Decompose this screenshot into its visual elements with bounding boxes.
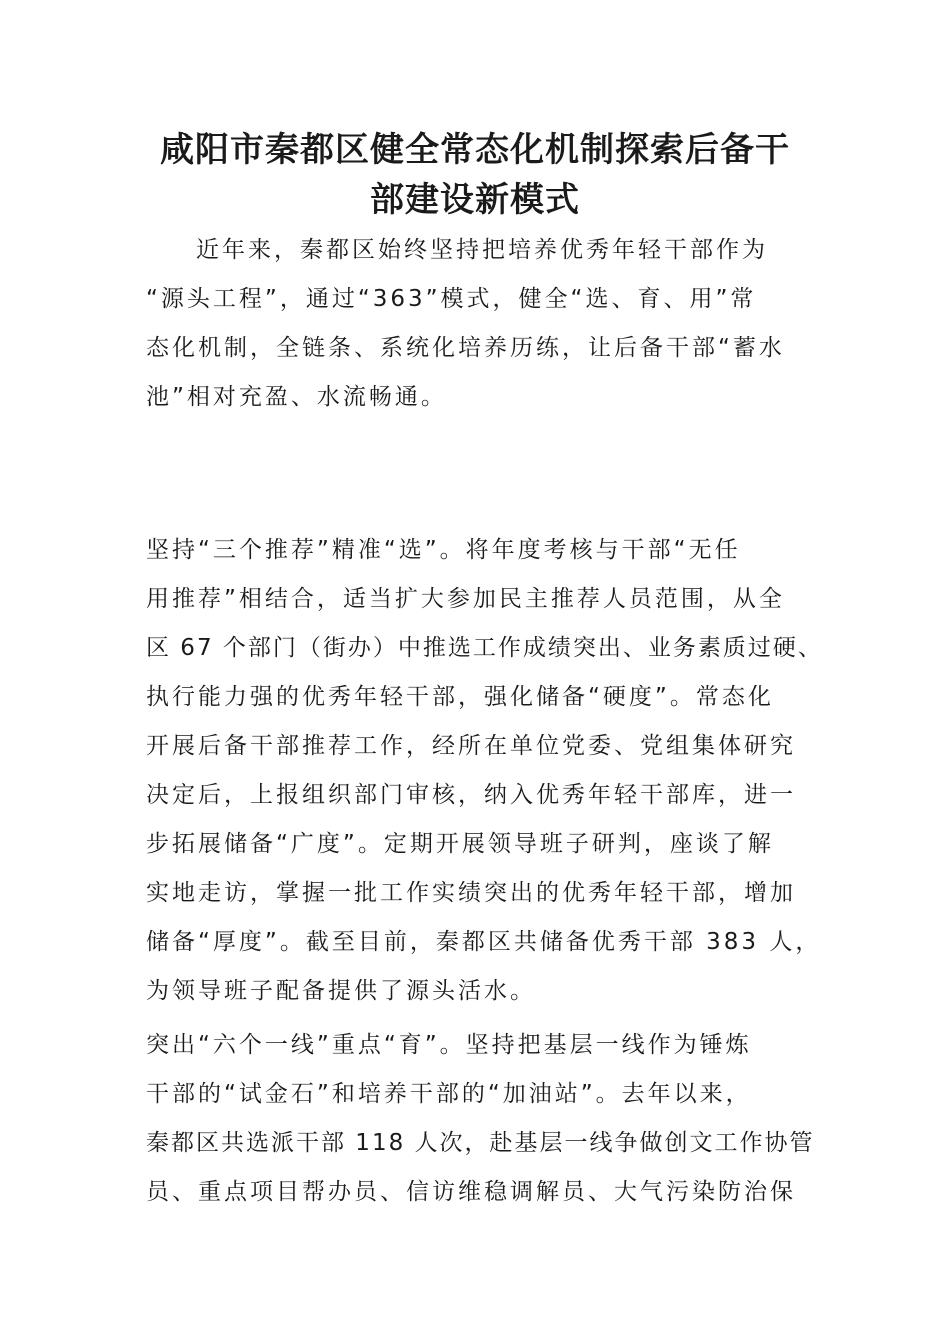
text-line: 突出“六个一线”重点“育”。坚持把基层一线作为锤炼 (146, 1032, 752, 1058)
select-paragraph (146, 526, 826, 1016)
text-line: “源头工程”，通过“363”模式，健全“选、育、用”常 (146, 286, 757, 312)
text-line: 执行能力强的优秀年轻干部，强化储备“硬度”。常态化 (146, 684, 774, 710)
text-line: 实地走访，掌握一批工作实绩突出的优秀年轻干部，增加 (146, 880, 796, 906)
cultivate-paragraph (146, 1021, 826, 1217)
text-line: 近年来，秦都区始终坚持把培养优秀年轻干部作为 (196, 237, 768, 263)
document-title-line-2: 部建设新模式 (370, 180, 580, 220)
text-line: 为领导班子配备提供了源头活水。 (146, 978, 536, 1004)
text-line: 秦都区共选派干部 118 人次，赴基层一线争做创文工作协管 (146, 1130, 815, 1156)
text-line: 决定后，上报组织部门审核，纳入优秀年轻干部库，进一 (146, 782, 796, 808)
text-line: 区 67 个部门（街办）中推选工作成绩突出、业务素质过硬、 (146, 635, 823, 661)
intro-paragraph (146, 226, 826, 422)
text-line: 态化机制，全链条、系统化培养历练，让后备干部“蓄水 (146, 335, 785, 361)
document-title-line-1: 咸阳市秦都区健全常态化机制探索后备干 (160, 130, 790, 170)
text-line: 坚持“三个推荐”精准“选”。将年度考核与干部“无任 (146, 537, 741, 563)
text-line: 员、重点项目帮办员、信访维稳调解员、大气污染防治保 (146, 1179, 796, 1205)
text-line: 开展后备干部推荐工作，经所在单位党委、党组集体研究 (146, 733, 796, 759)
text-line: 池”相对充盈、水流畅通。 (146, 384, 447, 410)
text-line: 干部的“试金石”和培养干部的“加油站”。去年以来， (146, 1081, 752, 1107)
text-line: 储备“厚度”。截至目前，秦都区共储备优秀干部 383 人， (146, 929, 822, 955)
text-line: 步拓展储备“广度”。定期开展领导班子研判，座谈了解 (146, 831, 774, 857)
text-line: 用推荐”相结合，适当扩大参加民主推荐人员范围，从全 (146, 586, 785, 612)
